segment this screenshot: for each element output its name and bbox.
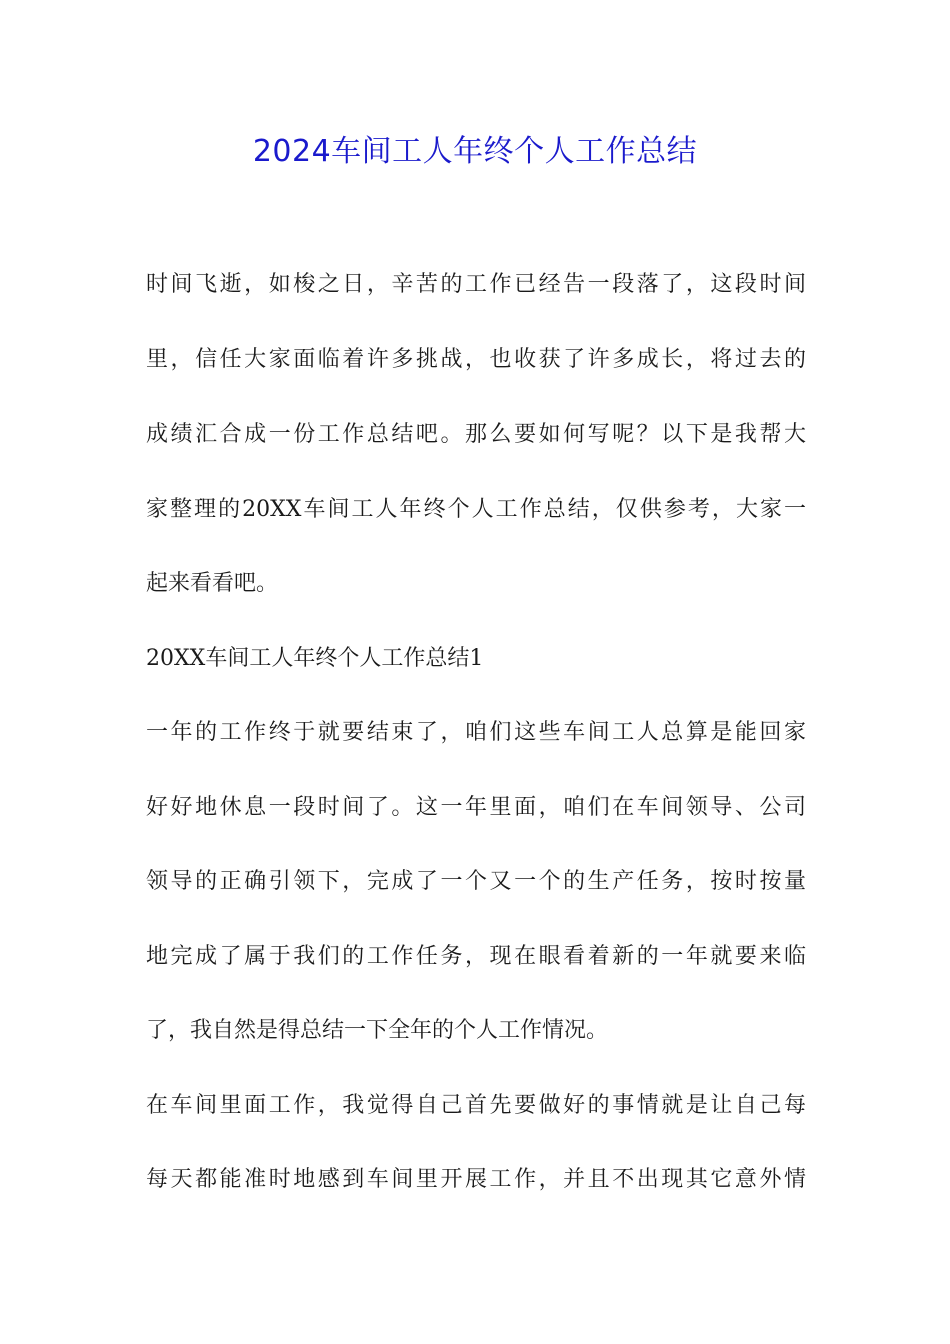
body-line: 家整理的20XX车间工人年终个人工作总结，仅供参考，大家一 [146,497,806,522]
body-line: 在车间里面工作，我觉得自己首先要做好的事情就是让自己每 [146,1093,806,1118]
body-line: 领导的正确引领下，完成了一个又一个的生产任务，按时按量 [146,869,806,894]
body-line: 了，我自然是得总结一下全年的个人工作情况。 [146,1018,609,1043]
body-line: 时间飞逝，如梭之日，辛苦的工作已经告一段落了，这段时间 [146,272,806,297]
body-line: 里，信任大家面临着许多挑战，也收获了许多成长，将过去的 [146,347,806,372]
body-line: 成绩汇合成一份工作总结吧。那么要如何写呢？以下是我帮大 [146,422,806,447]
body-line: 一年的工作终于就要结束了，咱们这些车间工人总算是能回家 [146,720,806,745]
section-heading: 20XX车间工人年终个人工作总结1 [146,646,484,671]
body-line: 好好地休息一段时间了。这一年里面，咱们在车间领导、公司 [146,795,806,820]
body-line: 地完成了属于我们的工作任务，现在眼看着新的一年就要来临 [146,944,806,969]
body-line: 起来看看吧。 [146,571,279,596]
document-title: 2024车间工人年终个人工作总结 [252,134,698,169]
body-line: 每天都能准时地感到车间里开展工作，并且不出现其它意外情 [146,1167,806,1192]
